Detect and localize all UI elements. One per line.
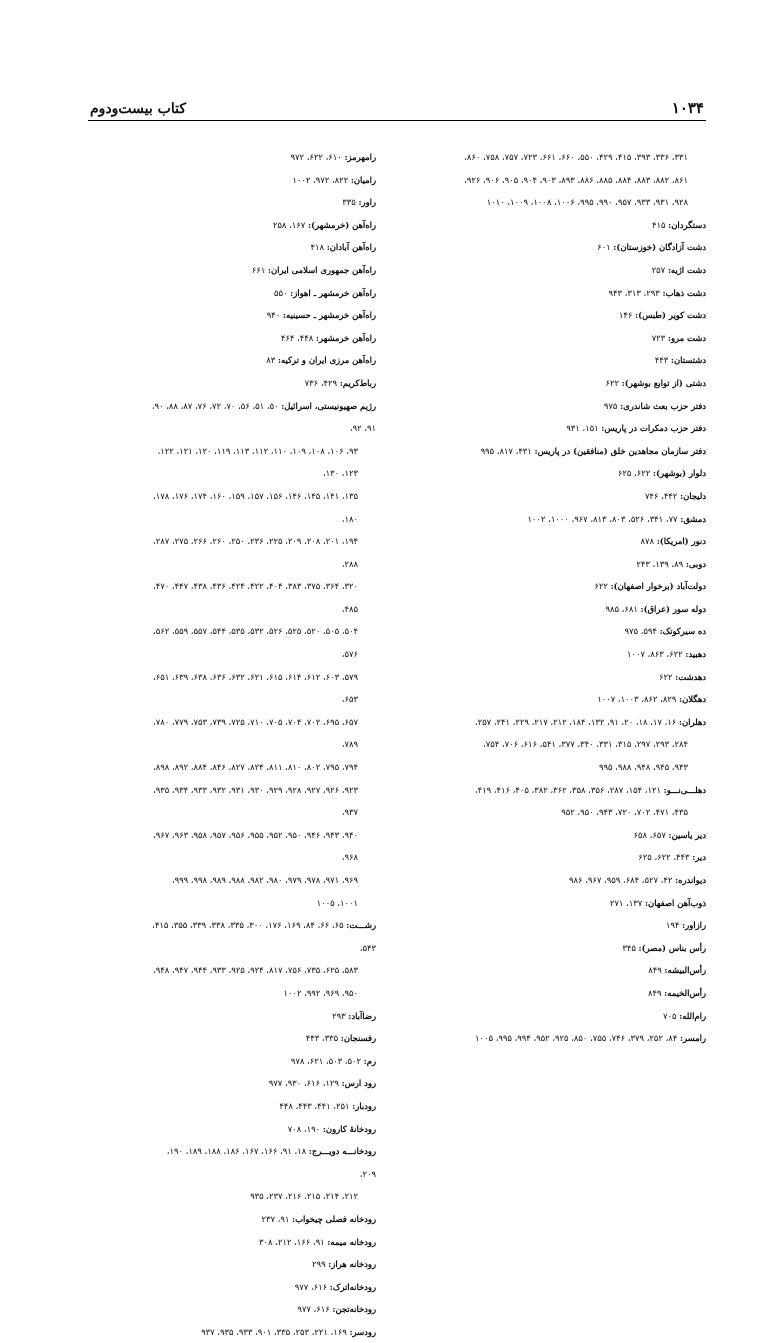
index-term: دهلران: (678, 716, 706, 727)
index-pages: ۸۴۹ (647, 987, 665, 998)
index-entry (408, 846, 706, 869)
index-pages: ۸۷۸ (640, 536, 657, 547)
index-pages: ۸۲۹، ۸۶۲، ۱۰۰۳، ۱۰۰۷ (597, 694, 679, 705)
index-continuation: ۱۳۵، ۱۴۱، ۱۴۵، ۱۴۶، ۱۵۶، ۱۵۷، ۱۵۹، ۱۶۰، ۱۷۴، ۱۷۶، ۱۷۸، ۱۸۰، (153, 490, 358, 524)
index-pages: ۴۲۹، ۷۳۶ (304, 377, 340, 388)
index-pages: ۶۱۶، ۹۷۷ (294, 1281, 330, 1292)
index-term: دولت‌آباد (برخوار اصفهان): (610, 581, 706, 592)
index-term: راه‌آهن آبادان: (326, 242, 376, 253)
index-term: دشت کویر (طبس): (635, 310, 706, 321)
index-continuation: ۵۷۹، ۶۰۳، ۶۱۲، ۶۱۴، ۶۱۵، ۶۲۱، ۶۳۲، ۶۳۶، ۶۳۸، ۶۳۹، ۶۵۱، ۶۵۳، (153, 671, 358, 705)
index-entry (408, 236, 706, 259)
index-pages: ۸۴، ۲۵۲، ۳۷۹، ۷۴۶، ۷۵۵، ۸۵۰، ۹۲۵، ۹۵۲، ۹۹۴، ۹۹۵، ۱۰۰۵ (475, 1033, 680, 1044)
index-pages: ۶۶۱ (251, 264, 268, 275)
index-entry (408, 711, 706, 734)
index-entry (150, 327, 376, 350)
index-term: رباط‌کریم: (339, 377, 376, 388)
index-term: رودسر: (349, 1326, 376, 1337)
index-pages: ۴۴۲، ۷۴۶ (644, 490, 680, 501)
index-continuation: ۶۵۷، ۶۹۵، ۷۰۲، ۷۰۴، ۷۰۵، ۷۱۰، ۷۲۵، ۷۳۹، ۷۵۳، ۷۷۹، ۷۸۰، ۷۸۹، (153, 716, 358, 750)
index-continuation: ۲۱۲، ۲۱۴، ۲۱۵، ۲۱۶، ۲۳۷، ۹۳۵ (250, 1191, 358, 1202)
index-pages: ۸۴۹ (648, 965, 665, 976)
index-entry (150, 1231, 376, 1254)
index-continuation: ۹۲۳، ۹۲۶، ۹۲۷، ۹۲۸، ۹۲۹، ۹۳۰، ۹۳۱، ۹۳۲، ۹۳۳، ۹۳۴، ۹۳۵، ۹۳۷، (153, 784, 358, 818)
index-entry (150, 1050, 376, 1073)
index-term: دهبید: (685, 649, 706, 660)
running-header (88, 96, 706, 121)
index-continuation: ۱۹۴، ۲۰۱، ۲۰۸، ۲۰۹، ۲۲۵، ۲۳۶، ۲۵۰، ۲۶۰، ۲۶۶، ۲۷۵، ۲۸۷، ۲۸۸، (153, 536, 358, 569)
index-entry (408, 959, 706, 982)
index-term: راه‌آهن خرمشهر: (315, 332, 376, 343)
index-entry (408, 440, 706, 463)
index-term: ذوب‌آهن اصفهان: (644, 897, 706, 908)
index-pages: ۹۴۰ (266, 310, 283, 321)
index-pages: ۱۶۷، ۲۵۸ (272, 219, 308, 230)
index-term: رامیان: (350, 174, 376, 185)
index-entry (408, 779, 706, 802)
index-entry (150, 191, 376, 214)
index-entry (408, 892, 706, 915)
index-entry (408, 643, 706, 666)
index-pages: ۳۳۵ (342, 197, 359, 208)
index-term: رودخانه‌اترک: (329, 1281, 376, 1292)
index-entry (408, 282, 706, 305)
index-pages: ۳۴۵ (622, 942, 639, 953)
index-continuation: ۷۹۴، ۷۹۵، ۸۰۲، ۸۱۰، ۸۱۱، ۸۲۴، ۸۲۷، ۸۴۶، ۸۸۴، ۸۹۲، ۸۹۸، (153, 762, 358, 773)
index-entry (150, 214, 376, 237)
index-column-left (150, 146, 376, 1343)
index-pages: ۱۴۶ (618, 310, 636, 321)
index-term: رأس‌الخیمه: (664, 987, 706, 998)
index-term: دنور (امریکا): (656, 536, 706, 547)
index-pages: ۱۲۹، ۶۱۶، ۹۳۰، ۹۷۷ (268, 1078, 342, 1089)
index-entry (150, 1276, 376, 1299)
index-term: دمشق: (680, 513, 706, 524)
index-term: رشـــت: (346, 920, 376, 931)
index-term: دیواندره: (675, 875, 706, 885)
index-pages: ۲۹۳ (332, 1010, 349, 1021)
index-entry (150, 1072, 376, 1095)
index-pages: ۴۲، ۵۲۷، ۶۸۴، ۹۵۹، ۹۶۷، ۹۸۶ (568, 875, 676, 885)
index-term: دفتر حزب بعث شاندری: (620, 400, 706, 411)
index-entry (150, 1095, 376, 1118)
index-entry (408, 508, 706, 531)
index-entry (150, 282, 376, 305)
index-term: رامهرمز: (344, 152, 376, 162)
index-pages: ۱۳۷، ۲۷۱ (609, 897, 645, 908)
index-term: رأس‌البیشه: (664, 965, 706, 976)
index-term: رود ارس: (341, 1078, 376, 1089)
index-pages: ۲۹۳، ۳۱۳، ۹۴۳ (608, 287, 663, 298)
index-continuation: ۹۴۳، ۹۴۵، ۹۴۸، ۹۸۸، ۹۹۵ (599, 762, 688, 773)
index-continuation: ۴۳۵، ۴۷۱، ۷۰۲، ۷۲۰، ۹۴۳، ۹۵۰، ۹۵۲ (561, 807, 688, 818)
index-pages: ۴۴۳ (654, 355, 671, 366)
index-entry (150, 1208, 376, 1231)
index-entry (408, 824, 706, 847)
index-pages: ۷۲۳ (651, 332, 668, 343)
index-entry (408, 485, 706, 508)
index-pages: ۵۹۴، ۹۷۵ (624, 626, 660, 637)
index-term: رام‌الله: (679, 1010, 706, 1021)
index-pages: ۶۲۲ (605, 377, 622, 388)
index-entry (408, 530, 706, 553)
index-term: رودخانـــه دویـــرج: (308, 1146, 376, 1157)
index-continuation: ۲۸۴، ۲۹۳، ۲۹۷، ۳۱۵، ۳۳۱، ۳۴۰، ۳۷۷، ۵۴۱، ۶۱۶، ۷۰۶، ۷۵۴، (483, 739, 688, 750)
index-entry (408, 417, 706, 440)
index-pages: ۱۵۱، ۹۳۱ (566, 423, 602, 434)
index-pages: ۴۱۵ (652, 219, 669, 230)
index-pages: ۹۱، ۱۶۶، ۲۱۲، ۳۰۸ (258, 1236, 328, 1247)
index-pages: ۴۱۸ (310, 242, 327, 253)
index-entry (408, 1005, 706, 1028)
index-pages: ۴۴۳، ۶۲۲، ۶۲۵ (638, 852, 693, 863)
index-term: رفسنجان: (340, 1033, 376, 1044)
index-pages: ۲۵۱، ۴۴۱، ۴۴۳، ۴۴۸ (279, 1100, 353, 1111)
index-term: دوله سور (عراق): (640, 603, 706, 614)
index-term: دشتی (از توابع بوشهر): (621, 377, 706, 388)
index-term: راه‌آهن خرمشهر ـ اهواز: (290, 287, 376, 298)
index-term: دشت آزادگان (خوزستان): (613, 242, 706, 253)
index-entry (408, 575, 706, 598)
index-pages: ۸۲۲، ۹۷۲، ۱۰۰۲ (292, 174, 351, 185)
index-pages: ۵۵۰ (273, 287, 291, 298)
index-entry (150, 349, 376, 372)
index-pages: ۶۵۷، ۶۵۸ (633, 829, 669, 840)
index-continuation: ۸۶۱، ۸۸۲، ۸۸۳، ۸۸۴، ۸۸۵، ۸۸۶، ۸۹۳، ۹۰۳، ۹۰۴، ۹۰۵، ۹۰۶، ۹۲۶، (464, 174, 688, 185)
index-term: رودخانه‌تجن: (332, 1304, 376, 1315)
index-pages: ۷۰۵ (663, 1010, 680, 1021)
index-term: دلوار (بوشهر): (652, 468, 706, 479)
index-pages: ۴۳۱، ۸۱۷، ۹۹۵ (480, 445, 535, 456)
index-term: دهگلان: (678, 694, 706, 705)
index-term: رم: (363, 1055, 376, 1066)
index-entry (408, 553, 706, 576)
index-term: رژیم صهیونیستی، اسرائیل: (281, 400, 376, 411)
index-pages: ۴۴۸، ۴۶۴ (280, 332, 316, 343)
index-entry (150, 304, 376, 327)
index-pages: ۱۸، ۹۱، ۱۶۶، ۱۶۷، ۱۸۶، ۱۸۸، ۱۸۹، ۱۹۰، ۲۰۹، (166, 1146, 376, 1179)
index-continuation: ۵۰۴، ۵۰۵، ۵۲۰، ۵۲۵، ۵۲۶، ۵۳۲، ۵۳۵، ۵۴۴، ۵۵۷، ۵۵۹، ۵۶۲، ۵۷۶، (153, 626, 358, 660)
book-title: کتاب بیست‌ودوم (90, 101, 186, 117)
index-entry (408, 982, 706, 1005)
index-pages: ۹۱، ۲۳۷ (261, 1213, 293, 1224)
index-pages: ۹۷۵ (603, 400, 621, 411)
index-term: دشت مرو: (667, 332, 706, 343)
index-continuation: ۹۴۰، ۹۴۳، ۹۴۶، ۹۵۰، ۹۵۲، ۹۵۵، ۹۵۶، ۹۵۷، ۹۵۸، ۹۶۳، ۹۶۷، ۹۶۸، (153, 829, 358, 863)
index-term: دفتر حزب دمکرات در پاریس: (601, 423, 706, 434)
index-term: ده سیرکوتک: (659, 626, 706, 637)
index-term: دهلـــی‌نـــو: (663, 784, 706, 795)
index-term: راه‌آهن مرزی ایران و ترکیه: (277, 355, 376, 366)
index-pages: ۶۲۲ (658, 671, 676, 682)
index-entry (408, 372, 706, 395)
index-entry (408, 259, 706, 282)
index-entry (408, 620, 706, 643)
index-pages: ۱۲۱، ۱۵۴، ۲۸۷، ۳۵۶، ۳۵۸، ۳۶۲، ۳۸۲، ۴۰۵، ۴۱۶، ۴۱۹، (474, 784, 664, 795)
index-entry (150, 146, 376, 169)
index-term: دستگردان: (668, 219, 706, 230)
index-column-right (408, 146, 706, 1050)
index-term: دهدشت: (675, 671, 706, 682)
index-pages: ۱۹۴ (665, 920, 683, 931)
index-pages: ۷۷، ۳۴۱، ۵۲۶، ۸۰۳، ۸۱۳، ۹۶۷، ۱۰۰۰، ۱۰۰۲ (527, 513, 681, 524)
index-pages: ۶۲۲ (594, 581, 611, 592)
index-continuation: ۹۶۹، ۹۷۱، ۹۷۸، ۹۷۹، ۹۸۰، ۹۸۲، ۹۸۸، ۹۸۹، ۹۹۸، ۹۹۹، ۱۰۰۱، ۱۰۰۵ (171, 875, 358, 908)
index-pages: ۸۹، ۱۳۹، ۲۴۳ (636, 558, 686, 569)
page-number: ۱۰۳۴ (671, 99, 704, 117)
index-term: راه‌آهن (خرمشهر): (307, 219, 376, 230)
index-term: دلیجان: (679, 490, 706, 501)
index-continuation: ۳۳۱، ۳۳۶، ۳۹۳، ۴۱۵، ۴۲۹، ۵۵۰، ۶۶۰، ۶۶۱، ۷۲۳، ۷۵۷، ۷۵۸، ۸۶۰، (464, 152, 688, 162)
index-entry (408, 327, 706, 350)
index-term: راه‌آهن خرمشهر ـ حسینیه: (282, 310, 376, 321)
index-term: رودخانه هراز: (328, 1259, 376, 1270)
index-entry (150, 372, 376, 395)
index-continuation: ۹۳، ۱۰۶، ۱۰۸، ۱۰۹، ۱۱۰، ۱۱۲، ۱۱۳، ۱۱۹، ۱۲۰، ۱۲۱، ۱۲۲، ۱۲۳، ۱۳۰، (157, 445, 358, 479)
index-entry (408, 937, 706, 960)
index-term: دشت اژیه: (667, 264, 706, 275)
index-pages: ۱۶۹، ۲۲۱، ۲۵۳، ۳۳۵، ۹۰۱، ۹۳۳، ۹۳۵، ۹۳۷ (201, 1326, 350, 1337)
index-term: دوبی: (685, 558, 706, 569)
index-pages: ۲۹۹ (312, 1259, 329, 1270)
index-pages: ۶۲۲، ۸۶۳، ۱۰۰۷ (626, 649, 686, 660)
index-continuation: ۹۲۸، ۹۳۱، ۹۳۳، ۹۵۷، ۹۹۰، ۹۹۵، ۱۰۰۶، ۱۰۰۸، ۱۰۰۹، ۱۰۱۰ (486, 197, 688, 208)
index-entry (408, 395, 706, 418)
index-continuation: ۵۸۳، ۶۲۵، ۷۳۵، ۷۵۶، ۸۱۷، ۹۲۴، ۹۲۵، ۹۳۳، ۹۴۴، ۹۴۷، ۹۴۸، (153, 965, 358, 976)
index-entry (150, 259, 376, 282)
index-term: راه‌آهن جمهوری اسلامی ایران: (267, 264, 376, 275)
index-term: دیر یاسین: (668, 829, 706, 840)
index-entry (150, 1253, 376, 1276)
index-entry (150, 914, 376, 959)
index-entry (150, 1005, 376, 1028)
index-entry (150, 169, 376, 192)
index-term: رودخانهٔ کارون: (322, 1123, 376, 1134)
index-entry (408, 462, 706, 485)
index-entry (408, 1027, 706, 1050)
index-pages: ۱۹۰، ۷۰۸ (287, 1123, 323, 1134)
index-entry (150, 1140, 376, 1185)
index-term: راور: (358, 197, 376, 208)
index-pages: ۸۳ (266, 355, 278, 366)
index-term: رودخانه میمه: (327, 1236, 376, 1247)
index-entry (150, 236, 376, 259)
index-pages: ۵۰، ۵۱، ۵۶، ۷۰، ۷۲، ۷۶، ۸۷، ۸۸، ۹۰، ۹۱، ۹۲، (151, 400, 376, 434)
index-pages: ۶۰۱ (597, 242, 614, 253)
index-pages: ۲۵۷ (651, 264, 668, 275)
index-entry (408, 598, 706, 621)
index-entry (408, 914, 706, 937)
index-entry (150, 1118, 376, 1141)
index-pages: ۶۱۰، ۶۲۲، ۹۷۲ (290, 152, 345, 162)
index-term: دفتر سازمان مجاهدین خلق (منافقین) در پاریس: (534, 445, 706, 456)
index-entry (408, 214, 706, 237)
index-pages: ۵۰۲، ۵۰۳، ۶۲۱، ۹۷۸ (290, 1055, 364, 1066)
index-pages: ۶۱۶، ۹۷۷ (297, 1304, 333, 1315)
index-term: رودخانه فصلی چیخواب: (292, 1213, 376, 1224)
index-pages: ۶۵، ۶۶، ۸۴، ۱۶۹، ۱۷۶، ۳۰۰، ۳۳۵، ۳۳۸، ۳۳۹، ۳۵۵، ۴۱۵، ۵۴۳، (152, 920, 376, 953)
index-term: رازاور: (682, 920, 706, 931)
index-term: دشتستان: (670, 355, 706, 366)
index-entry (150, 1027, 376, 1050)
index-entry (408, 304, 706, 327)
index-term: رضاآباد: (348, 1010, 376, 1021)
index-entry (408, 666, 706, 689)
index-term: رامسر: (679, 1033, 706, 1044)
index-entry (408, 869, 706, 892)
index-continuation: ۳۲۰، ۳۶۴، ۳۷۵، ۳۸۳، ۴۰۴، ۴۲۲، ۴۲۴، ۴۳۶، ۴۳۸، ۴۴۷، ۴۷۰، ۴۸۵، (153, 581, 358, 614)
index-term: دشت ذهاب: (662, 287, 706, 298)
index-entry (150, 1298, 376, 1321)
index-term: رودبار: (352, 1100, 376, 1111)
index-entry (408, 349, 706, 372)
index-entry (150, 395, 376, 440)
index-term: دیر: (692, 852, 706, 863)
index-pages: ۶۲۲، ۶۲۵ (617, 468, 653, 479)
index-continuation: ۹۵۰، ۹۶۹، ۹۹۲، ۱۰۰۲ (283, 987, 358, 998)
index-entry (150, 1321, 376, 1343)
index-entry (408, 688, 706, 711)
index-pages: ۱۶، ۱۷، ۱۸، ۲۰، ۹۱، ۱۳۲، ۱۸۴، ۲۱۲، ۲۱۷، ۲۲۹، ۲۴۱، ۲۵۷، (474, 716, 679, 727)
index-pages: ۳۳۵، ۴۴۳ (305, 1033, 341, 1044)
index-pages: ۶۸۱، ۹۸۵ (605, 603, 641, 614)
index-term: رأس بناس (مصر): (638, 942, 706, 953)
